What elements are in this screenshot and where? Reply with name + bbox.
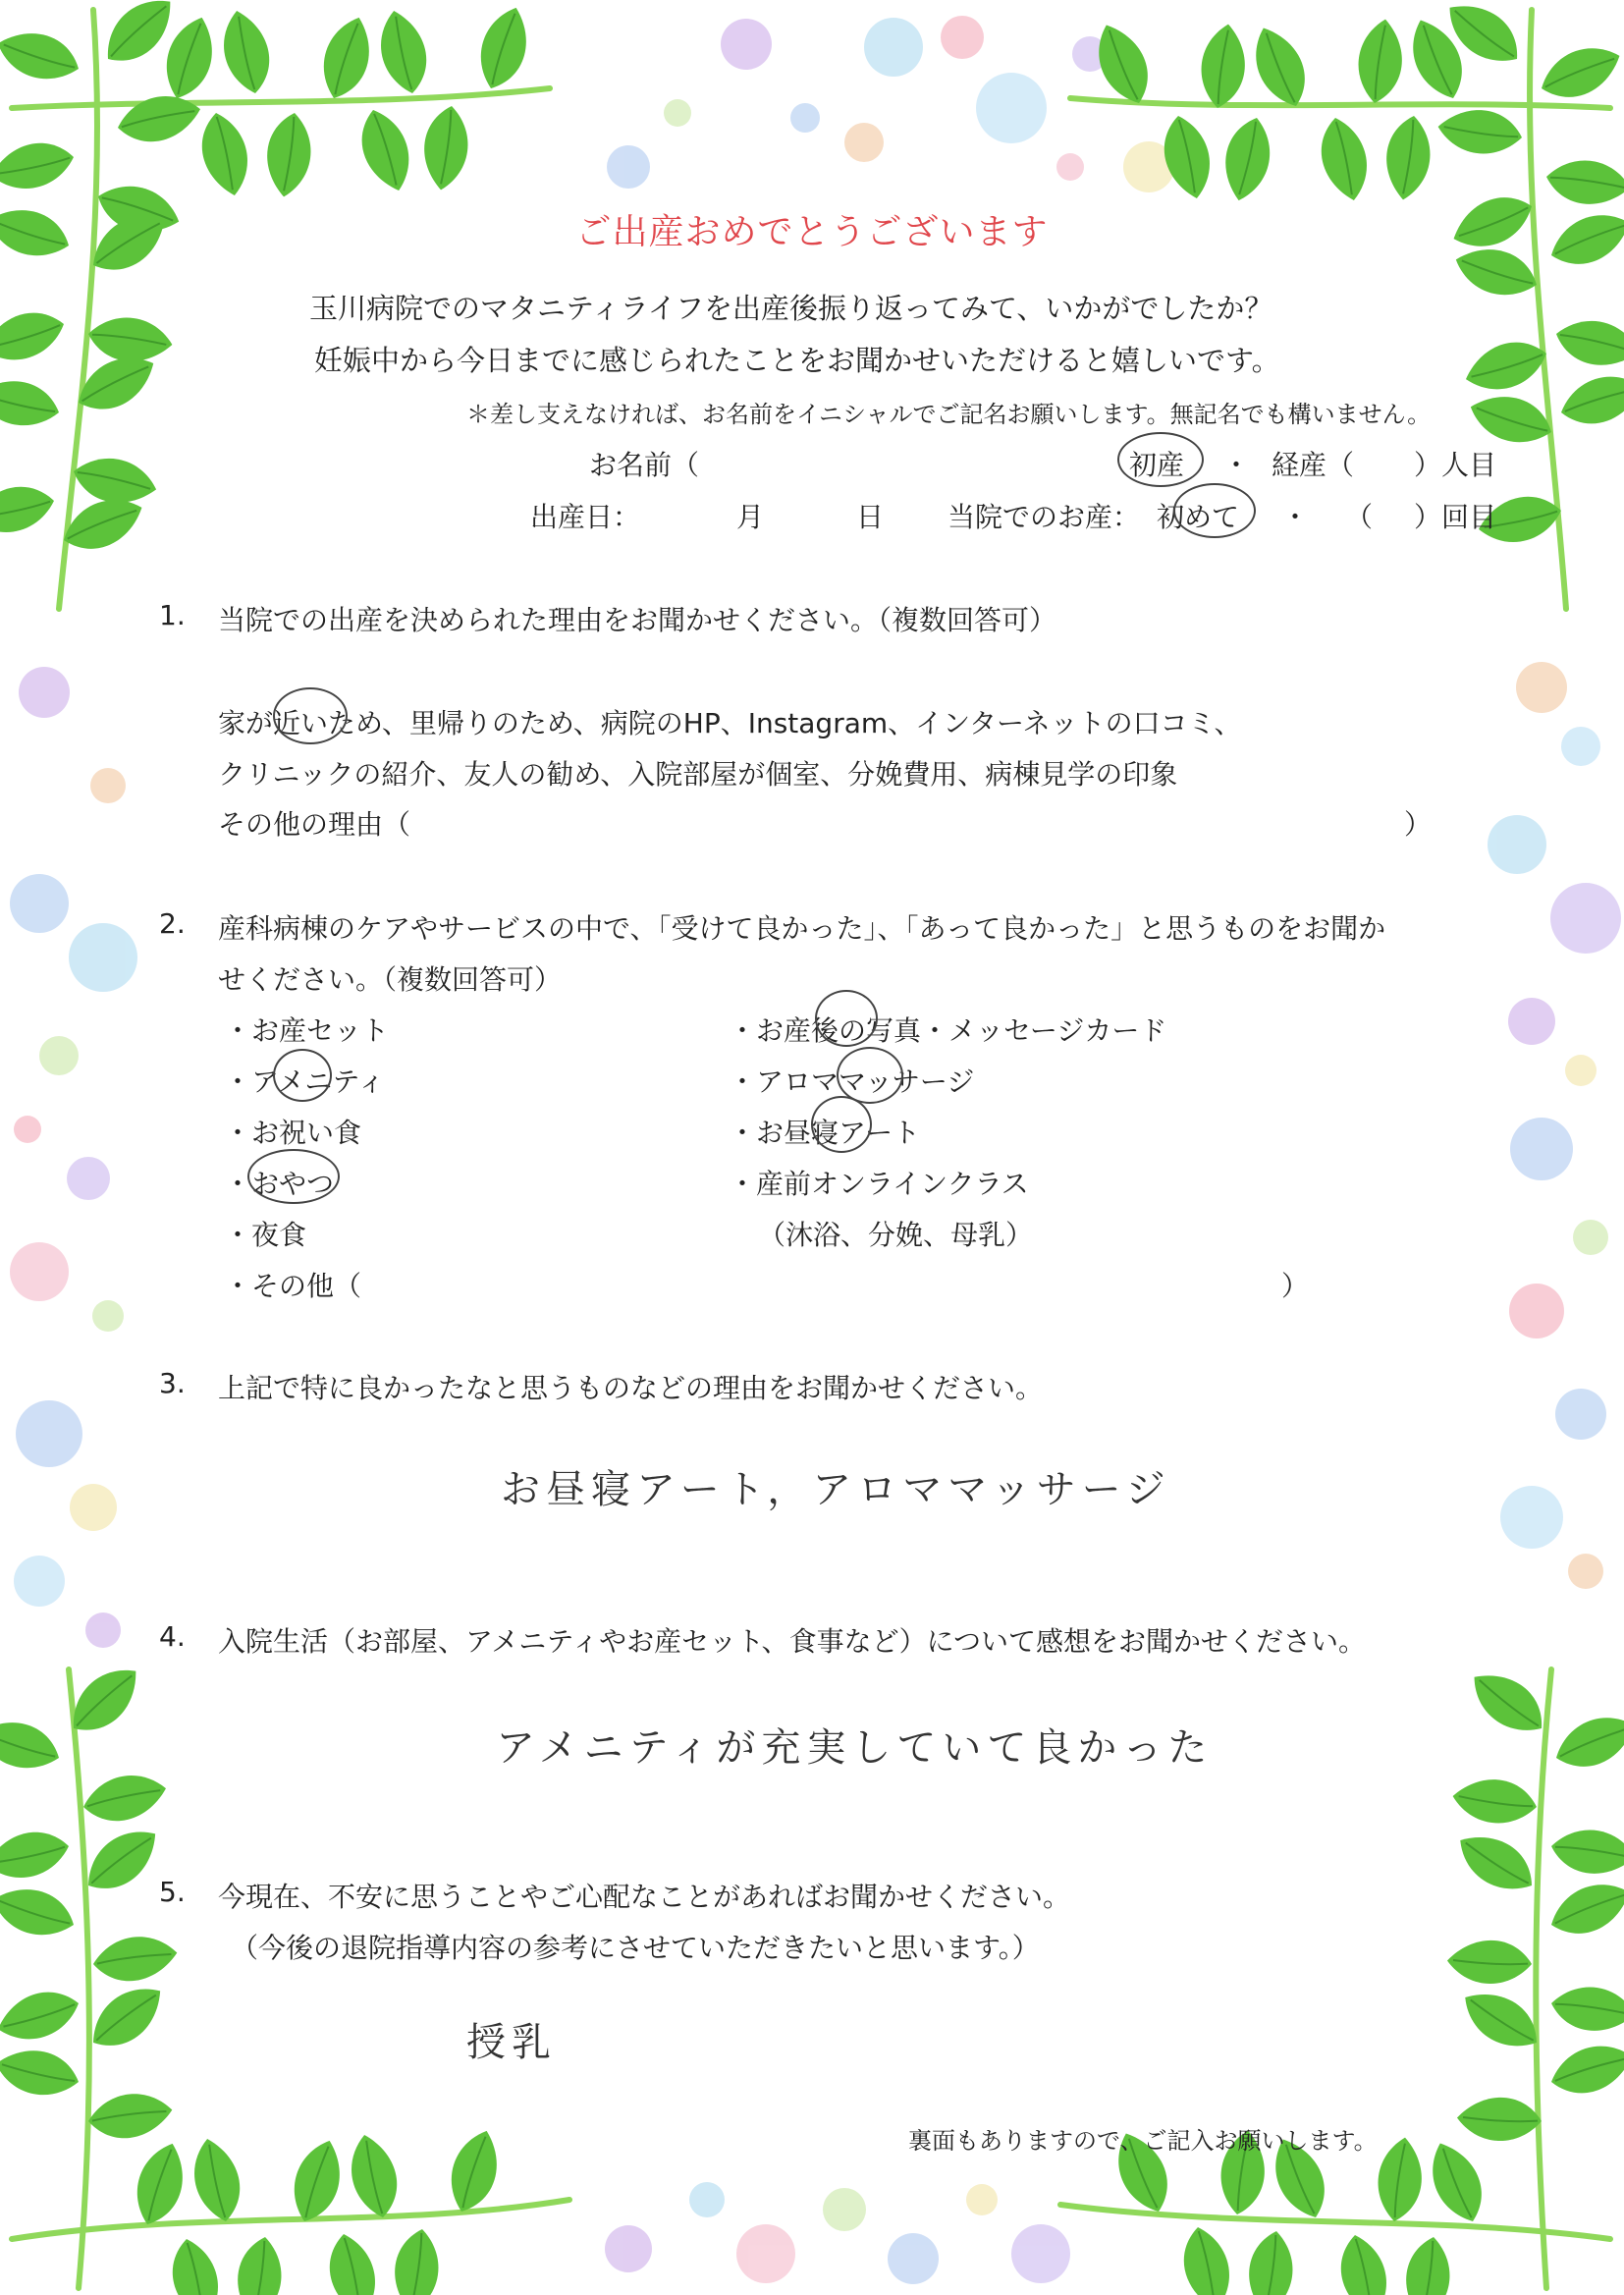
question-1-options-line-2: クリニックの紹介、友人の勧め、入院部屋が個室、分娩費用、病棟見学の印象 — [218, 758, 1178, 791]
near-home-circle-mark — [273, 687, 348, 744]
question-3-number: 3. — [159, 1367, 186, 1399]
question-2-number: 2. — [159, 907, 186, 940]
question-3-handwritten-answer[interactable]: お昼寝アート，アロママッサージ — [501, 1467, 1171, 1512]
birth-day-label: 日 — [856, 501, 885, 533]
primipara-circle-mark — [1117, 432, 1204, 487]
first-birth-option[interactable]: 初めて — [1157, 501, 1240, 533]
option-nap-art[interactable]: ・お昼寝アート — [729, 1117, 921, 1149]
question-1-other-label: その他の理由（ — [218, 808, 411, 841]
intro-line-1: 玉川病院でのマタニティライフを出産後振り返ってみて、いかがでしたか？ — [309, 292, 1273, 325]
question-3-text: 上記で特に良かったなと思うものなどの理由をお聞かせください。 — [218, 1372, 1044, 1404]
birth-count-open: （ — [1345, 501, 1374, 533]
multipara-times: ）人目 — [1414, 449, 1497, 481]
birth-row-dot: ・ — [1281, 501, 1310, 533]
birth-count-times: ）回目 — [1414, 501, 1497, 533]
question-1-options-line-1: 家が近いため、里帰りのため、病院のHP、Instagram、インターネットの口コミ、 — [218, 707, 1242, 739]
name-row-dot: ・ — [1222, 449, 1251, 481]
option-celebration-meal[interactable]: ・お祝い食 — [224, 1117, 362, 1149]
option-other[interactable]: ・その他（ — [224, 1270, 362, 1302]
question-4-handwritten-answer[interactable]: アメニティが充実していて良かった — [496, 1725, 1214, 1771]
name-label: お名前（ — [589, 449, 700, 481]
option-prenatal-online-class[interactable]: ・産前オンラインクラス — [729, 1168, 1029, 1200]
nap-art-circle-mark — [811, 1096, 872, 1153]
first-birth-circle-mark — [1173, 483, 1256, 538]
multipara-option[interactable]: 経産（ — [1272, 449, 1355, 481]
option-night-meal[interactable]: ・夜食 — [224, 1219, 307, 1251]
question-5-number: 5. — [159, 1876, 186, 1908]
back-side-note: 裏面もありますので、ご記入お願いします。 — [908, 2127, 1378, 2155]
question-5-text-cont: （今後の退院指導内容の参考にさせていただきたいと思います。） — [231, 1932, 1040, 1964]
leaves-top-left — [0, 0, 539, 559]
question-1-text: 当院での出産を決められた理由をお聞かせください。（複数回答可） — [218, 604, 1057, 636]
question-5-handwritten-answer[interactable]: 授乳 — [466, 2020, 557, 2065]
question-4-text: 入院生活（お部屋、アメニティやお産セット、食事など）について感想をお聞かせください。 — [218, 1625, 1367, 1658]
prenatal-class-topics: （沐浴、分娩、母乳） — [758, 1219, 1034, 1251]
question-1-number: 1. — [159, 599, 186, 631]
question-2-close-paren: ） — [1281, 1270, 1310, 1302]
primipara-option[interactable]: 初産 — [1129, 449, 1185, 481]
snack-circle-mark — [247, 1149, 340, 1204]
option-amenity[interactable]: ・アメニティ — [224, 1066, 386, 1098]
initials-note: ＊差し支えなければ、お名前をイニシャルでご記名お願いします。無記名でも構いません。 — [466, 401, 1432, 428]
question-2-text-cont: せください。（複数回答可） — [218, 963, 563, 996]
question-4-number: 4. — [159, 1620, 186, 1653]
option-photo-message-card[interactable]: ・お産後の写真・メッセージカード — [729, 1014, 1167, 1047]
birth-month-label: 月 — [736, 501, 765, 533]
page-title: ご出産おめでとうございます — [575, 212, 1049, 252]
intro-line-2: 妊娠中から今日までに感じられたことをお聞かせいただけると嬉しいです。 — [314, 344, 1280, 377]
question-1-close-paren: ） — [1404, 808, 1433, 841]
option-birth-set[interactable]: ・お産セット — [224, 1014, 390, 1047]
option-snack[interactable]: ・おやつ — [224, 1168, 335, 1200]
amenity-circle-mark — [273, 1049, 332, 1102]
hospital-birth-label: 当院でのお産： — [947, 501, 1141, 533]
aroma-circle-mark — [837, 1047, 903, 1104]
question-5-text: 今現在、不安に思うことやご心配なことがあればお聞かせください。 — [218, 1881, 1071, 1913]
question-2-text: 産科病棟のケアやサービスの中で、「受けて良かった」、「あって良かった」と思うものをお聞か — [218, 912, 1386, 945]
option-aroma-massage[interactable]: ・アロママッサージ — [729, 1066, 975, 1098]
birth-date-label: 出産日： — [530, 501, 641, 533]
photo-card-circle-mark — [815, 990, 878, 1047]
